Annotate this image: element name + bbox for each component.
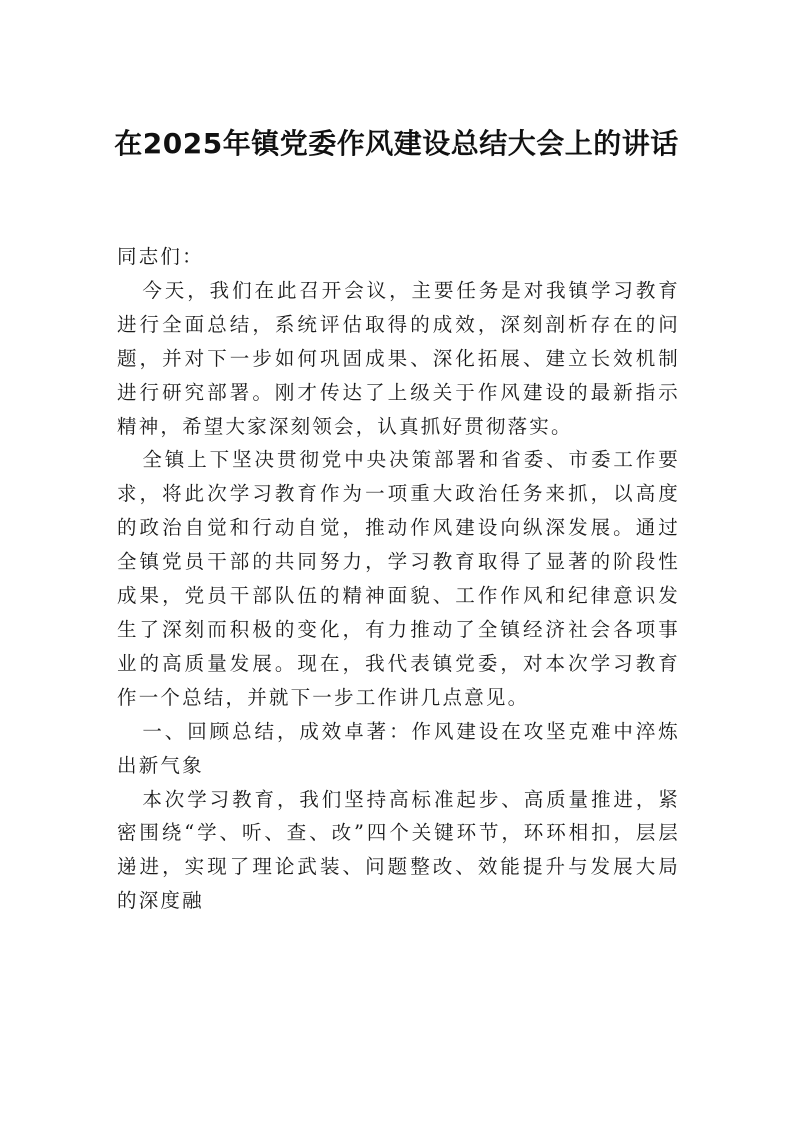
document-body: [117, 240, 680, 918]
paragraph-section-1: 本次学习教育，我们坚持高标准起步、高质量推进，紧密围绕“学、听、查、改”四个关键环节，环环相扣，层层递进，实现了理论武装、问题整改、效能提升与发展大局的深度融: [117, 787, 680, 913]
section-heading-1: 一、回顾总结，成效卓著：作风建设在攻坚克难中淬炼出新气象: [117, 719, 680, 777]
document-title: 在2025年镇党委作风建设总结大会上的讲话: [114, 127, 679, 160]
paragraph-overview: 全镇上下坚决贯彻党中央决策部署和省委、市委工作要求，将此次学习教育作为一项重大政治任务来抓，以高度的政治自觉和行动自觉，推动作风建设向纵深发展。通过全镇党员干部的共同努力，学习教育取得了显著的阶段性成果，党员干部队伍的精神面貌、工作作风和纪律意识发生了深刻而积极的变化，有力推动了全镇经济社会各项事业的高质量发展。现在，我代表镇党委，对本次学习教育作一个总结，并就下一步工作讲几点意见。: [117, 448, 680, 709]
paragraph-intro: 今天，我们在此召开会议，主要任务是对我镇学习教育进行全面总结，系统评估取得的成效，深刻剖析存在的问题，并对下一步如何巩固成果、深化拓展、建立长效机制进行研究部署。刚才传达了上级关于作风建设的最新指示精神，希望大家深刻领会，认真抓好贯彻落实。: [117, 278, 680, 438]
salutation: 同志们：: [117, 245, 204, 268]
